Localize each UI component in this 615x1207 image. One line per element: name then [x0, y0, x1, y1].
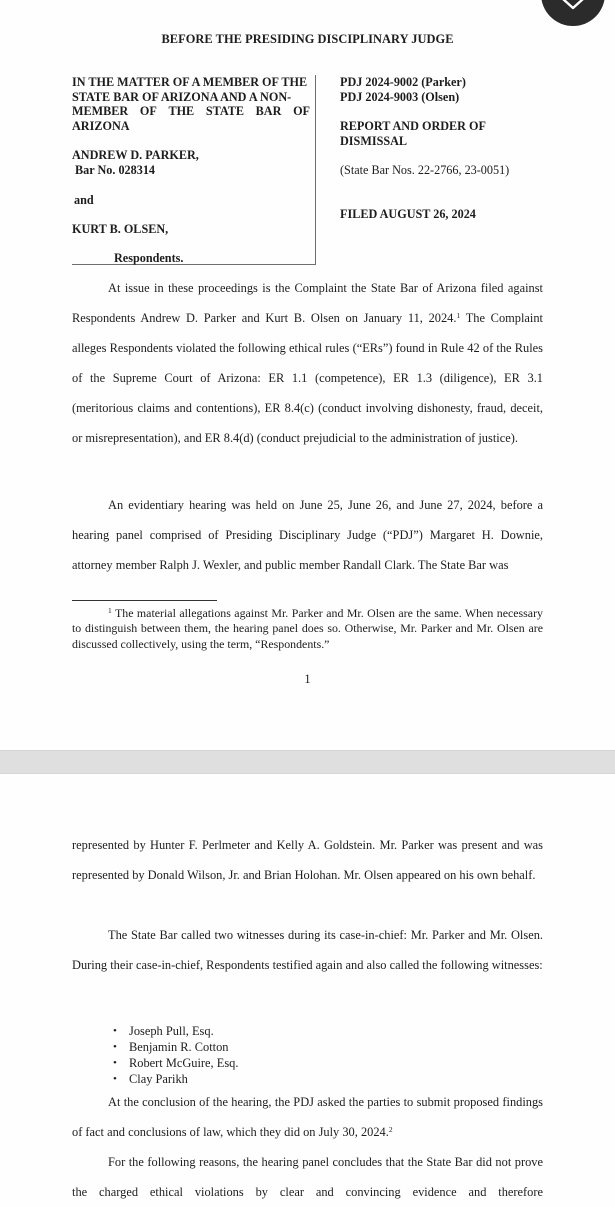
- chevron-down-icon: [561, 0, 585, 16]
- footnote-divider: [72, 600, 217, 601]
- footnote-text: The material allegations against Mr. Parker and Mr. Olsen are the same. When necessary to distinguish between them, the hearing panel does so. Otherwise, Mr. Parker and Mr. Olsen are discussed collectively, using the term, “Respondents.”: [72, 606, 543, 651]
- respondents-label: Respondents.: [114, 250, 184, 265]
- list-item: • Clay Parikh: [113, 1071, 238, 1087]
- caption-right: [340, 75, 610, 222]
- respondent-1-name: ANDREW D. PARKER,: [72, 148, 199, 163]
- list-item: • Benjamin R. Cotton: [113, 1039, 238, 1055]
- matter-word: STATE: [205, 104, 245, 119]
- caption-box: [72, 75, 316, 265]
- case-number-olsen: PDJ 2024-9003 (Olsen): [340, 89, 460, 104]
- state-bar-numbers: (State Bar Nos. 22-2766, 23-0051): [340, 163, 510, 178]
- collapse-button[interactable]: [541, 0, 605, 26]
- paragraph-representation: represented by Hunter F. Perlmeter and Kelly A. Goldstein. Mr. Parker was present and was represented by Donald Wilson, Jr. and Brian Holohan. Mr. Olsen appeared on his own behalf.: [72, 838, 543, 882]
- matter-line-3: [72, 104, 310, 119]
- page-number: 1: [304, 672, 311, 686]
- matter-word: OF: [293, 104, 310, 119]
- matter-word: BAR: [255, 104, 282, 119]
- matter-line-2: STATE BAR OF ARIZONA AND A NON-: [72, 89, 292, 104]
- paragraph-text: At the conclusion of the hearing, the PDJ asked the parties to submit proposed findings of fact and conclusions of law, which they did on July 30, 2024.: [72, 1095, 543, 1139]
- matter-line-1: IN THE MATTER OF A MEMBER OF THE: [72, 75, 308, 89]
- document-title-line-1: REPORT AND ORDER OF: [340, 119, 486, 134]
- paragraph-witnesses: The State Bar called two witnesses during its case-in-chief: Mr. Parker and Mr. Olsen. During their case-in-chief, Respondents testified again and also called the following witnesses:: [72, 928, 543, 972]
- conjunction: and: [74, 192, 94, 207]
- paragraph-conclusion: [72, 1087, 543, 1147]
- document-title-line-2: DISMISSAL: [340, 133, 408, 148]
- witness-list: [113, 1023, 238, 1087]
- matter-word: THE: [168, 104, 195, 119]
- paragraph-reasons: For the following reasons, the hearing panel concludes that the State Bar did not prove the charged ethical violations by clear and convincing evidence and therefore: [72, 1155, 543, 1199]
- page-separator: [0, 750, 615, 774]
- court-heading: BEFORE THE PRESIDING DISCIPLINARY JUDGE: [161, 32, 454, 46]
- footnote-ref-2[interactable]: 2: [388, 1125, 393, 1134]
- respondent-1-bar-number: Bar No. 028314: [75, 162, 156, 177]
- paragraph-issue: [72, 273, 543, 453]
- matter-word: OF: [139, 104, 157, 119]
- filed-date: FILED AUGUST 26, 2024: [340, 206, 476, 221]
- footnote-number: 1: [108, 606, 112, 615]
- paragraph-hearing: An evidentiary hearing was held on June 25, June 26, and June 27, 2024, before a hearing panel comprised of Presiding Disciplinary Judge (“PDJ”) Margaret H. Downie, attorney member Ralph J. Wexler, and public member Randall Clark. The State Bar was: [72, 498, 543, 572]
- matter-word: MEMBER: [72, 104, 129, 119]
- list-item: • Joseph Pull, Esq.: [113, 1023, 238, 1039]
- list-item: • Robert McGuire, Esq.: [113, 1055, 238, 1071]
- footnote-ref-1[interactable]: 1: [456, 311, 461, 320]
- paragraph-text: At issue in these proceedings is the Complaint the State Bar of Arizona filed against Respondents Andrew D. Parker and Kurt B. Olsen on January 11, 2024.: [72, 281, 543, 325]
- matter-line-4: ARIZONA: [72, 118, 130, 133]
- respondent-2-name: KURT B. OLSEN,: [72, 222, 169, 237]
- case-number-parker: PDJ 2024-9002 (Parker): [340, 75, 466, 89]
- paragraph-text: The Complaint alleges Respondents violated the following ethical rules (“ERs”) found in Rule 42 of the Rules of the Supreme Court of Arizona: ER 1.1 (competence), ER 1.3 (diligence), ER 3.1 (meritorious claims and contentions), ER 8.4(c) (conduct involving dishonesty, fraud, deceit, or misrepresentation), and ER 8.4(d) (conduct prejudicial to the administration of justice).: [72, 311, 543, 445]
- footnote-1: [72, 606, 543, 652]
